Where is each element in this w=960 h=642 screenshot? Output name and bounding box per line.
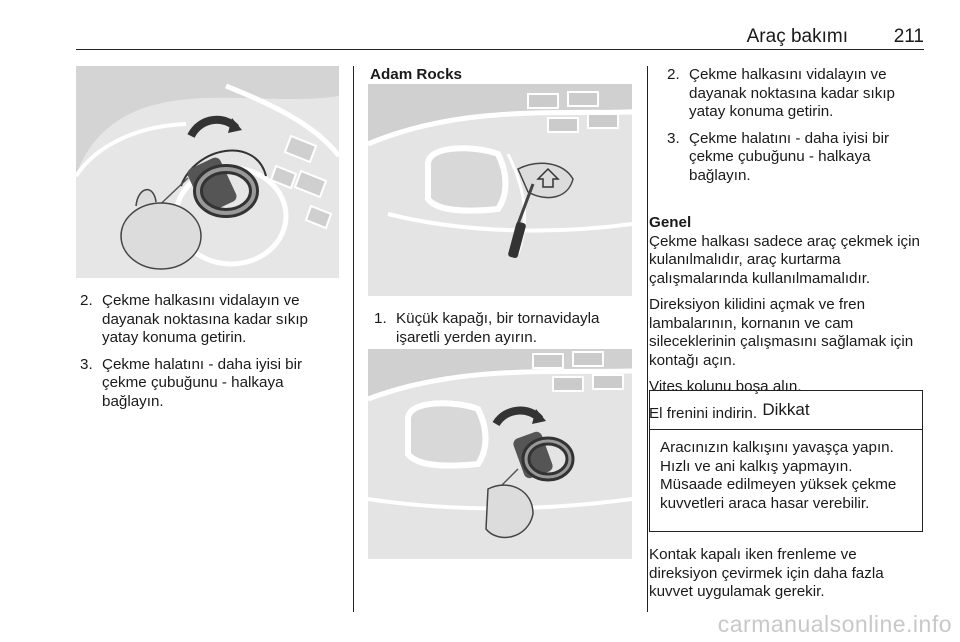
- watermark: carmanualsonline.info: [717, 611, 952, 637]
- paragraph: El frenini indirin.: [649, 404, 758, 422]
- list-item: 1. Küçük kapağı, bir tornavidayla işaretli yerden ayırın.: [374, 310, 600, 346]
- paragraph: Vites kolunu boşa alın.: [649, 378, 802, 395]
- left-steps: [76, 292, 341, 419]
- right-steps: [663, 66, 925, 193]
- paragraph: Çekme halkası sadece araç çekmek için kulanılmalıdır, araç kurtarma çalışmalarında kullanılmamalıdır.: [649, 232, 920, 287]
- figure-cover-removal: [368, 84, 632, 296]
- list-item: 3. Çekme halatını - daha iyisi bir çekme çubuğunu - halkaya bağlayın.: [667, 129, 890, 184]
- list-item: 2. Çekme halkasını vidalayın ve dayanak noktasına kadar sıkıp yatay konuma getirin.: [80, 292, 309, 346]
- list-item: 3. Çekme halatını - daha iyisi bir çekme çubuğunu - halkaya bağlayın.: [80, 355, 303, 410]
- figure-towing-eye-adam-rocks: [368, 349, 632, 559]
- towing-eye-illustration: [76, 66, 339, 278]
- column-divider-right: [647, 66, 648, 612]
- figure-towing-eye-screw-in: [76, 66, 339, 278]
- page-title: Araç bakımı: [746, 26, 848, 47]
- final-paragraph-block: [649, 546, 925, 610]
- paragraph: Direksiyon kilidini açmak ve fren lambalarının, kornanın ve cam sileceklerinin çalışmasını sağlamak için kontağı açın.: [649, 296, 914, 369]
- paragraph: Kontak kapalı iken frenleme ve direksiyon çevirmek için daha fazla kuvvet uygulamak gerekir.: [649, 546, 884, 600]
- model-subtitle: Adam Rocks: [370, 66, 463, 83]
- caution-notice-title: Dikkat: [650, 391, 922, 430]
- page-header: [76, 26, 924, 48]
- page-number: 211: [893, 26, 924, 47]
- list-item: 2. Çekme halkasını vidalayın ve dayanak noktasına kadar sıkıp yatay konuma getirin.: [667, 66, 896, 120]
- column-divider-left: [353, 66, 354, 612]
- section-heading: Genel: [649, 214, 692, 231]
- cover-removal-illustration: [368, 84, 632, 296]
- towing-eye-adam-rocks-illustration: [368, 349, 632, 559]
- header-rule: [76, 49, 924, 50]
- caution-notice-box: [649, 390, 923, 532]
- caution-notice-body: Aracınızın kalkışını yavaşça yapın. Hızlı ve ani kalkış yapmayın. Müsaade edilmeyen yüksek çekme kuvvetleri araca hasar verebilir.: [660, 439, 897, 512]
